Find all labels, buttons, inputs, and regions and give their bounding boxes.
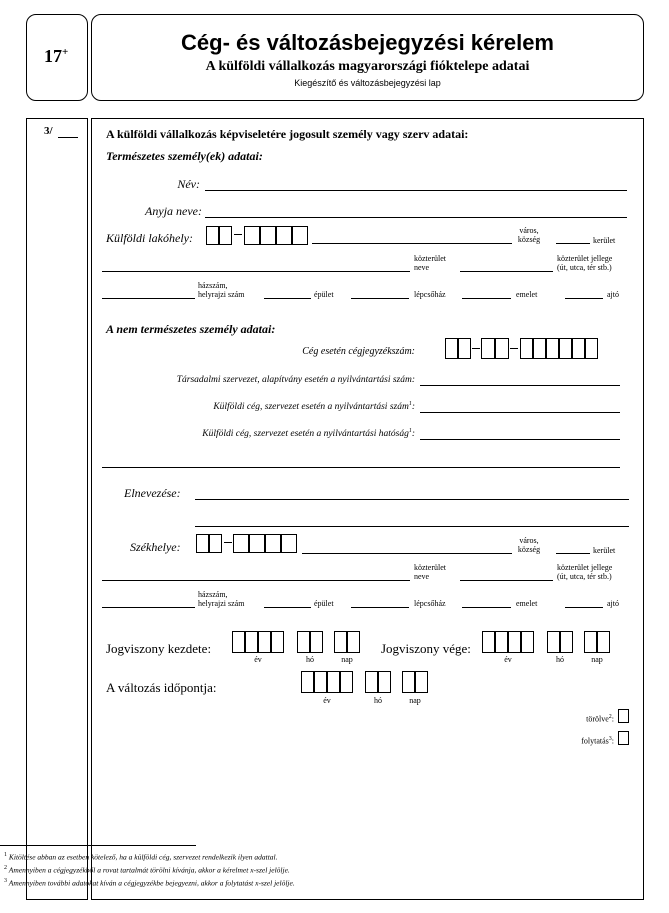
floor-label: emelet <box>516 599 538 608</box>
footnote-2-num: 2 <box>4 865 7 871</box>
deleted-label <box>520 713 614 724</box>
dash-separator <box>472 348 480 349</box>
deleted-sup: 2 <box>608 714 612 720</box>
end-year-label: év <box>504 655 512 664</box>
floor-field[interactable] <box>462 607 511 608</box>
country-code-cell[interactable] <box>196 534 209 553</box>
section-heading: A külföldi vállalkozás képviseletére jogosult személy vagy szerv adatai: <box>106 127 469 141</box>
district-label: kerület <box>593 546 616 555</box>
end-year-cell[interactable] <box>521 631 534 653</box>
change-month-label: hó <box>374 696 382 705</box>
regno-cell[interactable] <box>585 338 598 359</box>
country-code-cell[interactable] <box>209 534 222 553</box>
postal-code-cell[interactable] <box>265 534 281 553</box>
staircase-field[interactable] <box>351 607 409 608</box>
form-number <box>44 46 68 67</box>
postal-code-cell[interactable] <box>292 226 308 245</box>
staircase-label: lépcsőház <box>414 290 446 299</box>
floor-label: emelet <box>516 290 538 299</box>
org-field[interactable] <box>420 385 620 386</box>
street-type-field[interactable] <box>460 271 553 272</box>
entity-name-field-continued[interactable] <box>195 526 629 527</box>
end-day-label: nap <box>591 655 603 664</box>
change-month-cell[interactable] <box>365 671 378 693</box>
change-year-cell[interactable] <box>327 671 340 693</box>
house-number-label <box>198 281 244 299</box>
postal-code-cell[interactable] <box>249 534 265 553</box>
change-month-cell[interactable] <box>378 671 391 693</box>
start-year-cell[interactable] <box>258 631 271 653</box>
end-year-cell[interactable] <box>508 631 521 653</box>
entity-name-field[interactable] <box>195 499 629 500</box>
house-label-line1: házszám, <box>198 590 228 599</box>
postal-code-cell[interactable] <box>260 226 276 245</box>
postal-code-cell[interactable] <box>233 534 249 553</box>
building-field[interactable] <box>264 607 311 608</box>
country-code-cell[interactable] <box>206 226 219 245</box>
city-field[interactable] <box>312 243 512 244</box>
change-day-cell[interactable] <box>415 671 428 693</box>
street-name-field[interactable] <box>102 271 410 272</box>
start-day-cell[interactable] <box>334 631 347 653</box>
regno-cell[interactable] <box>481 338 495 359</box>
footnote-1-num: 1 <box>4 852 7 858</box>
change-year-cell[interactable] <box>301 671 314 693</box>
house-label-line2: helyrajzi szám <box>198 599 245 608</box>
foreign-reg-field[interactable] <box>420 412 620 413</box>
entity-name-label: Elnevezése: <box>124 486 181 500</box>
form-title: Cég- és változásbejegyzési kérelem <box>181 30 554 55</box>
house-label-line1: házszám, <box>198 281 228 290</box>
street-name-label <box>414 254 446 272</box>
end-date-label: Jogviszony vége: <box>381 641 471 656</box>
foreign-reg-colon: : <box>411 402 415 413</box>
form-number-text: 17 <box>44 46 62 66</box>
city-label-line1: város, <box>519 536 539 545</box>
regno-cell[interactable] <box>458 338 471 359</box>
regno-cell[interactable] <box>445 338 458 359</box>
org-label: Társadalmi szervezet, alapítvány esetén a nyilvántartási szám: <box>176 375 415 385</box>
street-type-line1: közterület jellege <box>557 254 613 263</box>
start-year-cell[interactable] <box>271 631 284 653</box>
floor-field[interactable] <box>462 298 511 299</box>
house-number-field[interactable] <box>102 607 195 608</box>
change-year-cell[interactable] <box>314 671 327 693</box>
change-day-label: nap <box>409 696 421 705</box>
door-field[interactable] <box>565 298 603 299</box>
foreign-auth-sup: 1 <box>408 428 412 434</box>
change-year-label: év <box>323 696 331 705</box>
end-year-cell[interactable] <box>495 631 508 653</box>
street-type-label <box>557 254 612 272</box>
staircase-label: lépcsőház <box>414 599 446 608</box>
start-month-cell[interactable] <box>310 631 323 653</box>
start-year-cell[interactable] <box>232 631 245 653</box>
end-day-cell[interactable] <box>597 631 610 653</box>
name-field[interactable] <box>205 190 627 191</box>
foreign-reg-text: Külföldi cég, szervezet esetén a nyilvántartási szám <box>213 402 409 413</box>
change-day-cell[interactable] <box>402 671 415 693</box>
dash-separator <box>224 542 232 543</box>
start-month-label: hó <box>306 655 314 664</box>
house-label-line2: helyrajzi szám <box>198 290 245 299</box>
end-day-cell[interactable] <box>584 631 597 653</box>
country-code-cell[interactable] <box>219 226 232 245</box>
dash-separator <box>510 348 518 349</box>
district-label: kerület <box>593 236 616 245</box>
regno-cell[interactable] <box>495 338 509 359</box>
street-type-line2: (út, utca, tér stb.) <box>557 263 612 272</box>
house-number-field[interactable] <box>102 298 195 299</box>
mother-name-field[interactable] <box>205 217 627 218</box>
form-subtitle: A külföldi vállalkozás magyarországi fióktelepe adatai <box>205 59 530 74</box>
foreign-auth-field[interactable] <box>420 439 620 440</box>
deleted-colon: : <box>611 714 614 724</box>
regno-label: Cég esetén cégjegyzékszám: <box>302 346 415 357</box>
foreign-reg-label <box>130 401 415 412</box>
dash-separator <box>234 234 242 235</box>
regno-cell[interactable] <box>520 338 533 359</box>
start-date-label: Jogviszony kezdete: <box>106 641 212 656</box>
section-number: 3/ <box>44 125 53 137</box>
start-year-label: év <box>254 655 262 664</box>
continued-checkbox[interactable] <box>618 731 629 745</box>
city-label-line2: község <box>517 545 541 554</box>
end-year-cell[interactable] <box>482 631 495 653</box>
start-year-cell[interactable] <box>245 631 258 653</box>
regno-cell[interactable] <box>533 338 546 359</box>
deleted-checkbox[interactable] <box>618 709 629 723</box>
street-type-label <box>557 563 612 581</box>
footnote-2 <box>4 865 290 875</box>
name-label: Név: <box>177 177 200 191</box>
start-day-label: nap <box>341 655 353 664</box>
city-label-line1: város, <box>519 226 539 235</box>
footnote-2-text: Amennyiben a cégjegyzékből a rovat tartalmát törölni kívánja, akkor a kérelmet x-szel jelölje. <box>8 865 290 875</box>
legal-heading: A nem természetes személy adatai: <box>106 322 276 336</box>
street-label-line2: neve <box>414 572 430 581</box>
foreign-auth-label <box>106 428 415 439</box>
street-type-line1: közterület jellege <box>557 563 613 572</box>
door-field[interactable] <box>565 607 603 608</box>
city-label <box>511 536 547 554</box>
building-field[interactable] <box>264 298 311 299</box>
regno-cell[interactable] <box>572 338 585 359</box>
regno-cell[interactable] <box>546 338 559 359</box>
section-number-column <box>26 118 88 900</box>
foreign-auth-text: Külföldi cég, szervezet esetén a nyilvántartási hatóság <box>202 429 409 440</box>
footnote-3-num: 3 <box>4 878 7 884</box>
footnote-1-text: Kitöltése abban az esetben kötelező, ha a külföldi cég, szervezet rendelkezik ilyen adattal. <box>8 852 278 862</box>
deleted-text: törölve <box>586 714 609 724</box>
city-label-line2: község <box>517 235 541 244</box>
end-month-cell[interactable] <box>547 631 560 653</box>
change-year-cell[interactable] <box>340 671 353 693</box>
sheet-label: Kiegészítő és változásbejegyzési lap <box>294 78 441 88</box>
postal-code-cell[interactable] <box>244 226 260 245</box>
footnote-separator <box>0 845 196 846</box>
postal-code-cell[interactable] <box>281 534 297 553</box>
regno-cell[interactable] <box>559 338 572 359</box>
street-label-line1: közterület <box>414 254 446 263</box>
postal-code-cell[interactable] <box>276 226 292 245</box>
foreign-reg-sup: 1 <box>408 401 412 407</box>
section-number-line[interactable] <box>58 137 78 138</box>
continued-sup: 3 <box>608 736 612 742</box>
district-field[interactable] <box>556 553 590 554</box>
foreign-auth-field-continued[interactable] <box>102 467 620 468</box>
building-label: épület <box>314 290 334 299</box>
street-label-line1: közterület <box>414 563 446 572</box>
address-label: Külföldi lakóhely: <box>106 231 193 245</box>
footnote-1 <box>4 852 278 862</box>
continued-label <box>520 735 614 746</box>
door-label: ajtó <box>607 599 619 608</box>
continued-colon: : <box>611 736 614 746</box>
form-number-sup: + <box>62 46 69 58</box>
foreign-auth-colon: : <box>411 429 415 440</box>
footnote-3 <box>4 878 295 888</box>
end-month-cell[interactable] <box>560 631 573 653</box>
door-label: ajtó <box>607 290 619 299</box>
start-month-cell[interactable] <box>297 631 310 653</box>
street-type-field[interactable] <box>460 580 553 581</box>
building-label: épület <box>314 599 334 608</box>
mother-label: Anyja neve: <box>145 204 202 218</box>
house-number-label <box>198 590 244 608</box>
street-label-line2: neve <box>414 263 430 272</box>
staircase-field[interactable] <box>351 298 409 299</box>
start-day-cell[interactable] <box>347 631 360 653</box>
street-name-field[interactable] <box>102 580 410 581</box>
city-label <box>511 226 547 244</box>
footnote-3-text: Amennyiben további adatokat kíván a cégjegyzékbe bejegyezni, akkor a folytatást x-szel jelölje. <box>8 878 295 888</box>
street-name-label <box>414 563 446 581</box>
seat-label: Székhelye: <box>130 540 181 554</box>
change-date-label: A változás időpontja: <box>106 680 217 695</box>
end-month-label: hó <box>556 655 564 664</box>
continued-text: folytatás <box>581 736 609 746</box>
city-field[interactable] <box>302 553 512 554</box>
natural-heading: Természetes személy(ek) adatai: <box>106 149 263 163</box>
district-field[interactable] <box>556 243 590 244</box>
street-type-line2: (út, utca, tér stb.) <box>557 572 612 581</box>
